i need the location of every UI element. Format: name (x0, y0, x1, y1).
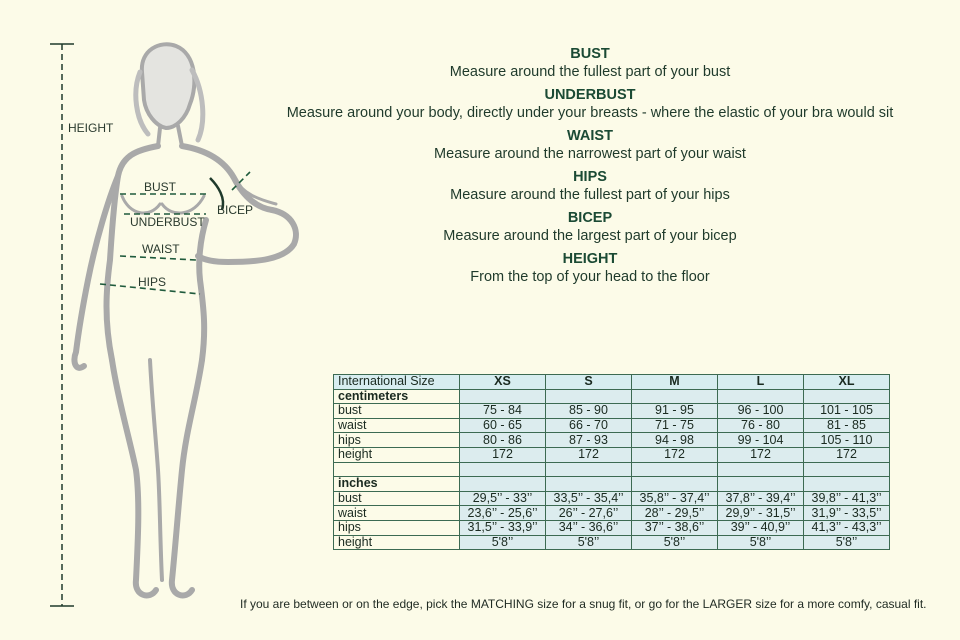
size-chart-table (333, 374, 890, 550)
table-cell: 26’’ - 27,6’’ (546, 506, 632, 521)
definition-title: HIPS (573, 169, 607, 185)
table-row (334, 506, 890, 521)
table-row (334, 404, 890, 419)
table-header-row (334, 375, 890, 390)
table-cell: 60 - 65 (460, 418, 546, 433)
table-cell: 94 - 98 (632, 433, 718, 448)
size-header: M (632, 375, 718, 390)
size-header: S (546, 375, 632, 390)
table-cell: 31,5’’ - 33,9’’ (460, 520, 546, 535)
definition-text: Measure around your body, directly under your breasts - where the elastic of your bra would sit (286, 105, 894, 121)
table-cell: 5'8’’ (546, 535, 632, 550)
table-cell: 23,6’’ - 25,6’’ (460, 506, 546, 521)
definition-bicep (280, 210, 900, 245)
underbust-label: UNDERBUST (130, 215, 205, 229)
definition-title: UNDERBUST (544, 87, 636, 103)
table-cell: 39,8’’ - 41,3’’ (804, 491, 890, 506)
definition-title: BICEP (567, 210, 613, 226)
definition-title: WAIST (567, 128, 613, 144)
row-label: bust (334, 491, 460, 506)
table-cell: 87 - 93 (546, 433, 632, 448)
row-label: hips (334, 433, 460, 448)
waist-label: WAIST (142, 242, 180, 256)
table-cell: 99 - 104 (718, 433, 804, 448)
table-cell: 172 (460, 447, 546, 462)
header-label: International Size (334, 375, 460, 390)
table-cell: 172 (718, 447, 804, 462)
size-header: XL (804, 375, 890, 390)
waist-measure-line (120, 256, 196, 260)
measurement-definitions (280, 40, 900, 286)
table-cell: 37,8’’ - 39,4’’ (718, 491, 804, 506)
definition-text: Measure around the narrowest part of your waist (434, 146, 746, 162)
table-cell: 5'8’’ (718, 535, 804, 550)
size-header: XS (460, 375, 546, 390)
table-cell: 39’’ - 40,9’’ (718, 520, 804, 535)
definition-text: Measure around the fullest part of your hips (450, 187, 730, 203)
size-header: L (718, 375, 804, 390)
table-row (334, 491, 890, 506)
definition-text: From the top of your head to the floor (470, 269, 710, 285)
table-cell: 105 - 110 (804, 433, 890, 448)
table-cell: 29,9’’ - 31,5’’ (718, 506, 804, 521)
bust-label: BUST (144, 180, 177, 194)
table-cell: 75 - 84 (460, 404, 546, 419)
table-cell: 85 - 90 (546, 404, 632, 419)
definition-waist (280, 128, 900, 163)
definition-title: BUST (570, 46, 610, 62)
definition-height (280, 251, 900, 286)
hips-label: HIPS (138, 275, 167, 289)
table-cell: 31,9’’ - 33,5’’ (804, 506, 890, 521)
definition-text: Measure around the largest part of your bicep (443, 228, 737, 244)
table-cell: 28’’ - 29,5’’ (632, 506, 718, 521)
table-cell: 76 - 80 (718, 418, 804, 433)
row-label: height (334, 447, 460, 462)
definition-underbust (280, 87, 900, 122)
table-cell: 5'8’’ (460, 535, 546, 550)
bicep-label: BICEP (217, 203, 254, 217)
definition-hips (280, 169, 900, 204)
definition-text: Measure around the fullest part of your bust (449, 64, 731, 80)
table-cell: 91 - 95 (632, 404, 718, 419)
section-row-inches (334, 477, 890, 492)
table-cell: 172 (546, 447, 632, 462)
table-cell: 33,5’’ - 35,4’’ (546, 491, 632, 506)
table-row (334, 418, 890, 433)
section-row-centimeters (334, 389, 890, 404)
table-row (334, 520, 890, 535)
section-label: centimeters (334, 389, 460, 404)
table-row (334, 447, 890, 462)
table-cell: 172 (632, 447, 718, 462)
row-label: bust (334, 404, 460, 419)
table-cell: 35,8’’ - 37,4’’ (632, 491, 718, 506)
table-cell: 71 - 75 (632, 418, 718, 433)
table-cell: 81 - 85 (804, 418, 890, 433)
table-cell: 80 - 86 (460, 433, 546, 448)
table-cell: 5'8’’ (804, 535, 890, 550)
table-cell: 66 - 70 (546, 418, 632, 433)
table-cell: 37’’ - 38,6’’ (632, 520, 718, 535)
table-row (334, 535, 890, 550)
row-label: height (334, 535, 460, 550)
table-cell: 172 (804, 447, 890, 462)
definition-bust (280, 46, 900, 81)
body-figure-illustration (0, 0, 320, 640)
table-cell: 41,3’’ - 43,3’’ (804, 520, 890, 535)
height-label: HEIGHT (68, 121, 114, 135)
spacer-row (334, 462, 890, 477)
table-cell: 5'8’’ (632, 535, 718, 550)
table-cell: 29,5’’ - 33’’ (460, 491, 546, 506)
section-label: inches (334, 477, 460, 492)
definition-title: HEIGHT (562, 251, 618, 267)
table-row (334, 433, 890, 448)
fit-advice-footnote: If you are between or on the edge, pick the MATCHING size for a snug fit, or go for the LARGER size for a more comfy, casual fit. (240, 597, 927, 611)
table-cell: 96 - 100 (718, 404, 804, 419)
row-label: waist (334, 506, 460, 521)
table-cell: 101 - 105 (804, 404, 890, 419)
table-cell: 34’’ - 36,6’’ (546, 520, 632, 535)
row-label: hips (334, 520, 460, 535)
row-label: waist (334, 418, 460, 433)
